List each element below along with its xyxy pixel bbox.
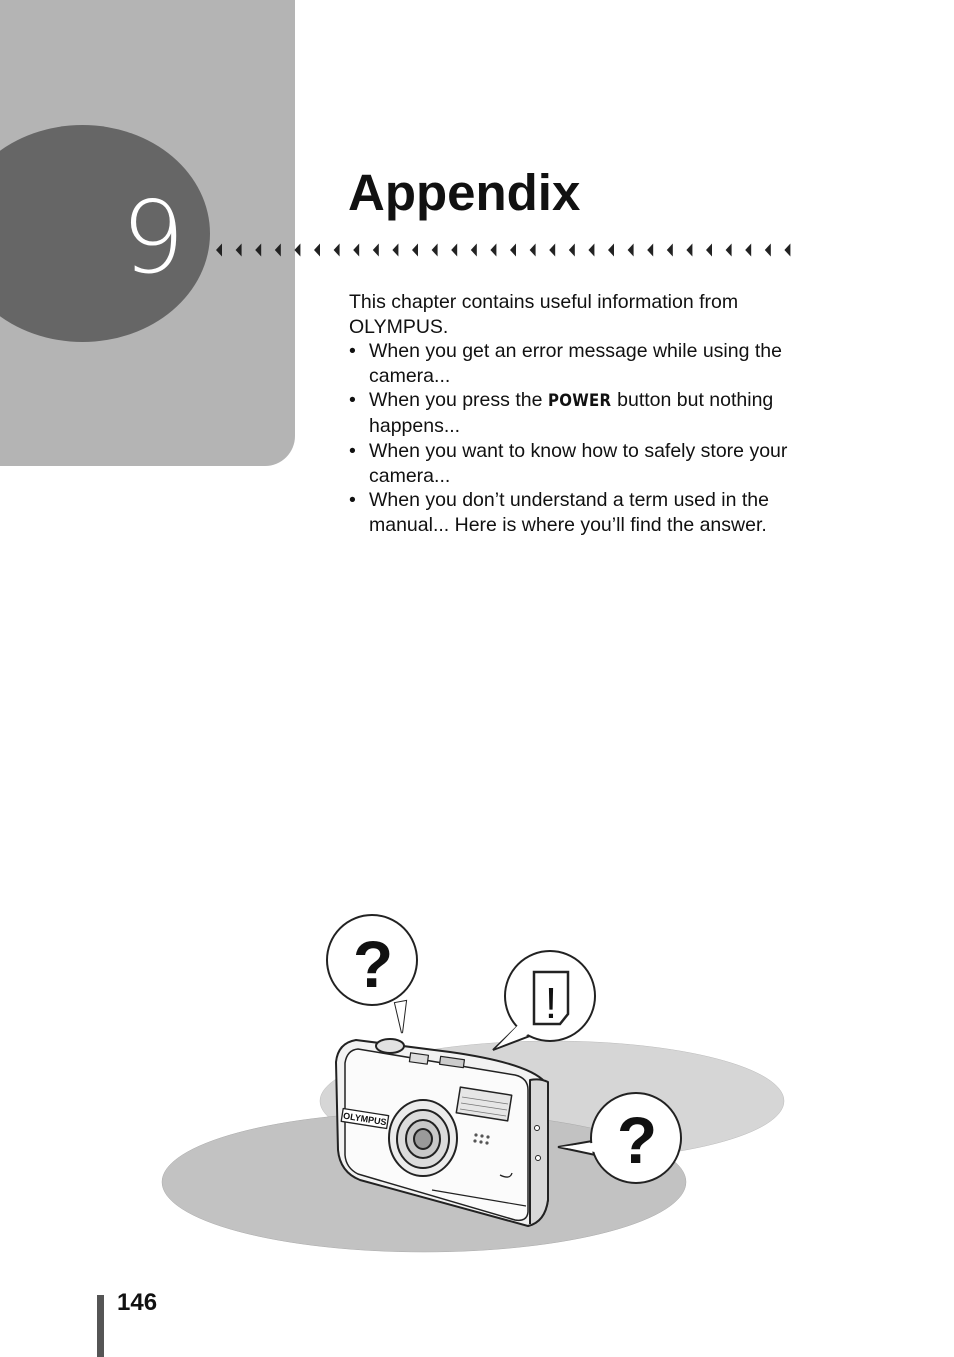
exclamation-mark-icon: ! bbox=[544, 979, 558, 1028]
bullet-item bbox=[349, 488, 809, 537]
page-number: 146 bbox=[117, 1289, 158, 1316]
arrow-left-icon bbox=[294, 244, 300, 257]
arrow-left-icon bbox=[471, 244, 477, 257]
arrow-left-icon bbox=[530, 244, 536, 257]
arrow-left-icon bbox=[628, 244, 634, 257]
bullet-text: When you don’t understand a term used in the manual... Here is where you’ll find the answer. bbox=[369, 489, 769, 536]
bullet-list bbox=[349, 339, 809, 538]
question-mark-icon: ? bbox=[616, 1103, 658, 1177]
arrow-left-icon bbox=[216, 244, 222, 257]
arrow-left-icon bbox=[490, 244, 496, 257]
bullet-dot: • bbox=[349, 389, 356, 412]
arrow-left-icon bbox=[373, 244, 379, 257]
arrow-left-icon bbox=[784, 244, 790, 257]
bullet-dot: • bbox=[349, 489, 356, 512]
bullet-text: When you want to know how to safely store your camera... bbox=[369, 439, 788, 487]
power-button-label: POWER bbox=[547, 391, 612, 412]
question-bubble-top bbox=[327, 915, 417, 1033]
chapter-title: Appendix bbox=[348, 164, 581, 221]
bullet-dot: • bbox=[349, 439, 356, 462]
arrow-left-icon bbox=[745, 244, 751, 257]
arrow-left-icon bbox=[667, 244, 673, 257]
arrow-left-icon bbox=[255, 244, 261, 257]
arrow-left-icon bbox=[686, 244, 692, 257]
chapter-number: 9 bbox=[121, 179, 185, 296]
arrow-left-icon bbox=[647, 244, 653, 257]
bullet-dot: • bbox=[349, 340, 356, 362]
bullet-item bbox=[349, 388, 809, 438]
arrow-left-icon bbox=[275, 244, 281, 257]
arrow-left-icon bbox=[569, 244, 575, 257]
arrow-left-icon bbox=[765, 244, 771, 257]
arrow-left-icon bbox=[392, 244, 398, 257]
exclamation-bubble bbox=[493, 951, 595, 1050]
arrow-left-icon bbox=[549, 244, 555, 257]
arrow-left-icon bbox=[510, 244, 516, 257]
arrow-left-icon bbox=[353, 244, 359, 257]
arrow-left-icon bbox=[432, 244, 438, 257]
arrow-left-icon bbox=[236, 244, 242, 257]
arrow-left-icon bbox=[412, 244, 418, 257]
bullet-text-after: button but nothing happens... bbox=[369, 389, 774, 438]
question-mark-icon: ? bbox=[352, 927, 394, 1001]
intro-paragraph: This chapter contains useful information from OLYMPUS. bbox=[349, 291, 739, 338]
camera-brand-label: OLYMPUS bbox=[342, 1110, 388, 1128]
arrow-left-icon bbox=[451, 244, 457, 257]
page-number-bar bbox=[97, 1295, 104, 1357]
arrow-left-icon bbox=[588, 244, 594, 257]
arrow-left-icon bbox=[314, 244, 320, 257]
arrow-left-icon bbox=[726, 244, 732, 257]
camera-illustration bbox=[150, 905, 800, 1265]
bullet-text: When you get an error message while using the camera... bbox=[369, 340, 782, 387]
arrow-left-icon bbox=[334, 244, 340, 257]
decorative-arrow-row bbox=[210, 240, 800, 260]
bullet-text-before: When you press the bbox=[369, 389, 548, 412]
arrow-left-icon bbox=[608, 244, 614, 257]
arrow-left-icon bbox=[706, 244, 712, 257]
bullet-item bbox=[349, 439, 809, 488]
bullet-item bbox=[349, 339, 809, 388]
